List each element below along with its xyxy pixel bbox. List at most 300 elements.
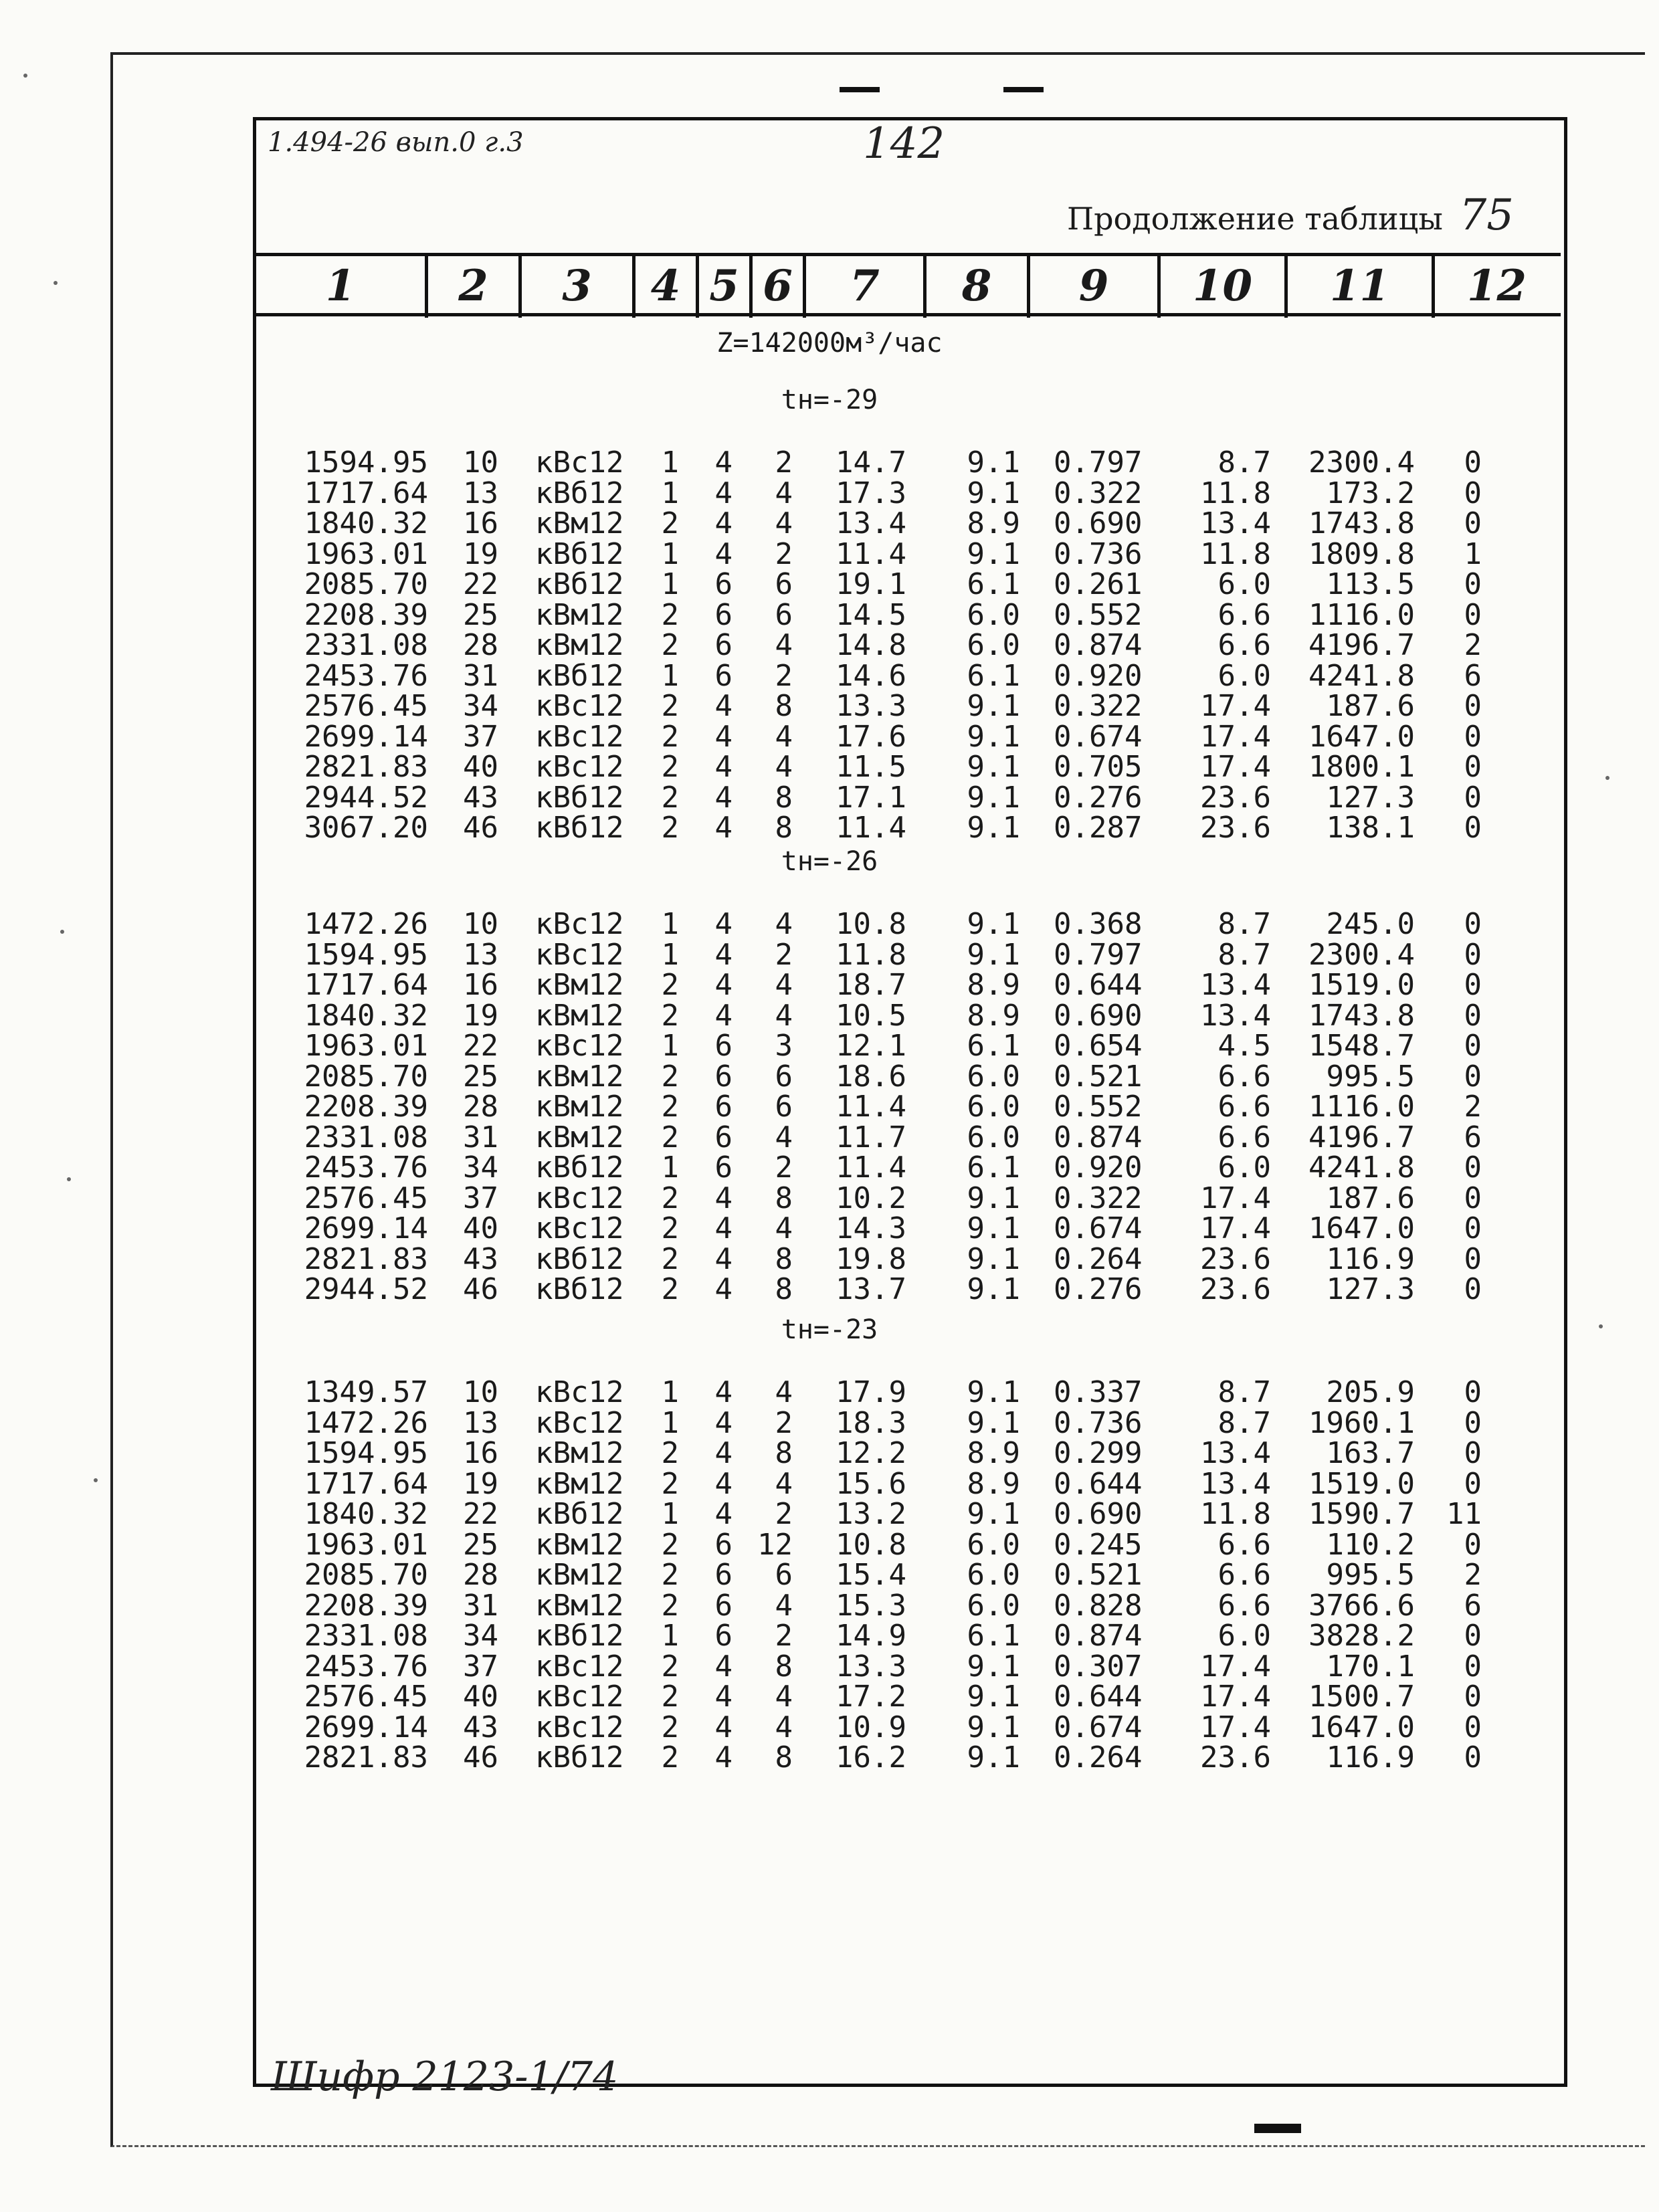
table-cell-col6: 12 [757, 1527, 793, 1562]
table-cell-col8: 9.1 [967, 689, 1020, 723]
table-cell-col4: 1 [661, 1619, 679, 1653]
table-cell-col9: 0.920 [1054, 1150, 1143, 1185]
table-cell-col4: 1 [661, 658, 679, 693]
table-cell-col12: 1 [1464, 536, 1482, 571]
table-cell-col8: 6.0 [967, 597, 1020, 632]
table-cell-col9: 0.920 [1054, 658, 1143, 693]
table-cell-col8: 6.0 [967, 1059, 1020, 1094]
table-cell-col5: 4 [714, 476, 733, 510]
table-row [0, 752, 1659, 782]
table-cell-col9: 0.874 [1054, 628, 1143, 662]
table-cell-col9: 0.828 [1054, 1588, 1143, 1623]
table-cell-col9: 0.337 [1054, 1375, 1143, 1409]
table-cell-col4: 1 [661, 1375, 679, 1409]
table-cell-col11: 1590.7 [1308, 1497, 1415, 1531]
table-cell-col5: 4 [714, 1740, 733, 1775]
table-cell-col9: 0.705 [1054, 750, 1143, 784]
table-row [0, 1150, 1659, 1185]
table-cell-col1: 2699.14 [304, 719, 428, 754]
table-cell-col11: 163.7 [1326, 1436, 1415, 1470]
table-cell-col2: 40 [463, 1211, 498, 1245]
table-cell-col2: 16 [463, 968, 498, 1002]
table-cell-col7: 19.8 [836, 1241, 906, 1276]
table-cell-col4: 2 [661, 689, 679, 723]
table-row [0, 628, 1659, 662]
table-row [0, 719, 1659, 754]
table-row [0, 567, 1659, 601]
scan-speck [23, 74, 27, 78]
table-cell-col2: 43 [463, 1241, 498, 1276]
table-cell-col4: 1 [661, 445, 679, 480]
table-cell-col11: 173.2 [1326, 476, 1415, 510]
table-cell-col8: 6.0 [967, 1090, 1020, 1124]
table-cell-col2: 22 [463, 567, 498, 601]
table-cell-col11: 1800.1 [1308, 750, 1415, 784]
table-cell-col8: 9.1 [967, 780, 1020, 815]
table-cell-col3: кВм12 [535, 1588, 624, 1623]
table-cell-col5: 4 [714, 689, 733, 723]
table-cell-col2: 13 [463, 937, 498, 972]
table-cell-col2: 37 [463, 719, 498, 754]
table-cell-col6: 8 [775, 1241, 793, 1276]
table-cell-col11: 187.6 [1326, 689, 1415, 723]
table-cell-col12: 6 [1464, 1588, 1482, 1623]
table-cell-col12: 0 [1464, 1375, 1482, 1409]
table-cell-col11: 1116.0 [1308, 1090, 1415, 1124]
table-cell-col12: 0 [1464, 968, 1482, 1002]
table-cell-col10: 17.4 [1200, 1649, 1271, 1684]
table-cell-col3: кВс12 [535, 937, 624, 972]
table-cell-col1: 1717.64 [304, 476, 428, 510]
table-cell-col8: 9.1 [967, 476, 1020, 510]
table-cell-col5: 4 [714, 937, 733, 972]
table-cell-col4: 2 [661, 1120, 679, 1154]
table-cell-col5: 4 [714, 536, 733, 571]
table-cell-col12: 2 [1464, 628, 1482, 662]
table-cell-col11: 116.9 [1326, 1241, 1415, 1276]
table-cell-col1: 1717.64 [304, 968, 428, 1002]
table-cell-col2: 16 [463, 506, 498, 540]
table-row [0, 1059, 1659, 1094]
table-cell-col1: 2085.70 [304, 1059, 428, 1094]
table-cell-col5: 4 [714, 1241, 733, 1276]
table-cell-col11: 4241.8 [1308, 1150, 1415, 1185]
table-cell-col9: 0.690 [1054, 998, 1143, 1033]
table-cell-col9: 0.552 [1054, 1090, 1143, 1124]
table-cell-col3: кВс12 [535, 1211, 624, 1245]
table-cell-col8: 6.1 [967, 658, 1020, 693]
table-cell-col7: 14.3 [836, 1211, 906, 1245]
table-cell-col2: 28 [463, 628, 498, 662]
table-cell-col12: 0 [1464, 811, 1482, 845]
table-cell-col2: 22 [463, 1497, 498, 1531]
table-cell-col10: 13.4 [1200, 506, 1271, 540]
table-cell-col7: 10.8 [836, 907, 906, 941]
column-number: 8 [961, 261, 992, 311]
table-cell-col8: 9.1 [967, 1375, 1020, 1409]
table-cell-col2: 13 [463, 1405, 498, 1440]
table-cell-col3: кВс12 [535, 1649, 624, 1684]
table-cell-col7: 10.5 [836, 998, 906, 1033]
table-cell-col7: 13.2 [836, 1497, 906, 1531]
table-cell-col10: 6.6 [1217, 628, 1271, 662]
table-cell-col9: 0.261 [1054, 567, 1143, 601]
table-cell-col1: 1472.26 [304, 1405, 428, 1440]
table-cell-col4: 1 [661, 1405, 679, 1440]
table-cell-col8: 6.1 [967, 1150, 1020, 1185]
top-dash-mark [840, 87, 880, 92]
table-cell-col12: 0 [1464, 1740, 1482, 1775]
table-row [0, 1466, 1659, 1501]
table-cell-col10: 4.5 [1217, 1029, 1271, 1063]
table-cell-col7: 17.9 [836, 1375, 906, 1409]
table-cell-col1: 3067.20 [304, 811, 428, 845]
table-cell-col11: 1647.0 [1308, 719, 1415, 754]
table-cell-col12: 0 [1464, 907, 1482, 941]
table-cell-col9: 0.287 [1054, 811, 1143, 845]
table-cell-col10: 6.6 [1217, 1588, 1271, 1623]
table-cell-col3: кВм12 [535, 597, 624, 632]
table-cell-col4: 2 [661, 1181, 679, 1215]
table-cell-col12: 11 [1446, 1497, 1482, 1531]
table-cell-col12: 0 [1464, 1436, 1482, 1470]
table-cell-col4: 1 [661, 476, 679, 510]
table-cell-col10: 6.6 [1217, 597, 1271, 632]
table-cell-col6: 4 [775, 1466, 793, 1501]
table-cell-col11: 138.1 [1326, 811, 1415, 845]
table-cell-col5: 6 [714, 1619, 733, 1653]
table-cell-col10: 6.0 [1217, 567, 1271, 601]
table-cell-col7: 11.5 [836, 750, 906, 784]
table-cell-col4: 1 [661, 1497, 679, 1531]
table-cell-col10: 11.8 [1200, 476, 1271, 510]
table-cell-col4: 2 [661, 1059, 679, 1094]
table-row [0, 1740, 1659, 1775]
table-cell-col6: 4 [775, 1120, 793, 1154]
table-row [0, 1120, 1659, 1154]
table-cell-col11: 245.0 [1326, 907, 1415, 941]
table-cell-col11: 127.3 [1326, 1272, 1415, 1306]
table-cell-col7: 14.9 [836, 1619, 906, 1653]
table-cell-col4: 2 [661, 1090, 679, 1124]
table-cell-col7: 18.7 [836, 968, 906, 1002]
table-cell-col11: 1960.1 [1308, 1405, 1415, 1440]
table-cell-col2: 31 [463, 1120, 498, 1154]
table-cell-col6: 4 [775, 476, 793, 510]
table-cell-col6: 4 [775, 1680, 793, 1714]
table-cell-col1: 1472.26 [304, 907, 428, 941]
table-cell-col3: кВб12 [535, 1497, 624, 1531]
table-cell-col10: 6.0 [1217, 1150, 1271, 1185]
table-cell-col7: 17.1 [836, 780, 906, 815]
table-cell-col5: 4 [714, 1211, 733, 1245]
table-cell-col6: 4 [775, 1588, 793, 1623]
column-number: 5 [709, 261, 739, 311]
table-cell-col5: 4 [714, 1710, 733, 1744]
table-cell-col4: 2 [661, 1588, 679, 1623]
table-cell-col4: 1 [661, 536, 679, 571]
table-cell-col9: 0.322 [1054, 476, 1143, 510]
table-cell-col1: 1840.32 [304, 998, 428, 1033]
table-cell-col10: 8.7 [1217, 445, 1271, 480]
table-cell-col3: кВб12 [535, 476, 624, 510]
table-row [0, 1649, 1659, 1684]
table-cell-col6: 4 [775, 506, 793, 540]
table-cell-col11: 113.5 [1326, 567, 1415, 601]
section-title: tн=-23 [781, 1314, 878, 1345]
table-cell-col5: 6 [714, 1588, 733, 1623]
table-cell-col6: 4 [775, 1710, 793, 1744]
column-number: 3 [562, 261, 592, 311]
table-cell-col5: 4 [714, 998, 733, 1033]
table-cell-col8: 6.1 [967, 567, 1020, 601]
table-cell-col8: 6.1 [967, 1029, 1020, 1063]
table-cell-col1: 1963.01 [304, 1527, 428, 1562]
table-cell-col1: 2699.14 [304, 1710, 428, 1744]
table-cell-col12: 0 [1464, 1649, 1482, 1684]
table-cell-col11: 1500.7 [1308, 1680, 1415, 1714]
table-cell-col6: 8 [775, 689, 793, 723]
table-row [0, 1621, 1659, 1651]
table-cell-col12: 0 [1464, 750, 1482, 784]
table-cell-col8: 9.1 [967, 1680, 1020, 1714]
table-cell-col10: 23.6 [1200, 811, 1271, 845]
table-cell-col9: 0.521 [1054, 1558, 1143, 1592]
table-row [0, 1375, 1659, 1409]
table-cell-col5: 4 [714, 968, 733, 1002]
table-cell-col12: 0 [1464, 1211, 1482, 1245]
table-cell-col1: 2821.83 [304, 750, 428, 784]
table-cell-col4: 2 [661, 1649, 679, 1684]
table-cell-col9: 0.264 [1054, 1241, 1143, 1276]
table-cell-col8: 8.9 [967, 506, 1020, 540]
column-number: 10 [1192, 261, 1253, 311]
table-cell-col3: кВб12 [535, 1619, 624, 1653]
table-cell-col9: 0.654 [1054, 1029, 1143, 1063]
table-cell-col10: 8.7 [1217, 1405, 1271, 1440]
top-dash-mark [1003, 87, 1044, 92]
table-cell-col1: 2453.76 [304, 1150, 428, 1185]
table-cell-col5: 4 [714, 1497, 733, 1531]
table-cell-col2: 37 [463, 1181, 498, 1215]
table-cell-col7: 17.6 [836, 719, 906, 754]
table-cell-col9: 0.874 [1054, 1120, 1143, 1154]
table-cell-col12: 0 [1464, 1059, 1482, 1094]
table-cell-col6: 6 [775, 1090, 793, 1124]
table-cell-col12: 0 [1464, 937, 1482, 972]
table-cell-col12: 0 [1464, 1029, 1482, 1063]
table-cell-col4: 2 [661, 1680, 679, 1714]
table-cell-col6: 8 [775, 1272, 793, 1306]
table-cell-col5: 4 [714, 1375, 733, 1409]
table-cell-col10: 17.4 [1200, 1680, 1271, 1714]
section-title: tн=-29 [781, 385, 878, 415]
table-cell-col3: кВм12 [535, 1558, 624, 1592]
table-cell-col3: кВб12 [535, 1272, 624, 1306]
table-cell-col4: 1 [661, 907, 679, 941]
table-cell-col5: 6 [714, 1120, 733, 1154]
table-cell-col4: 2 [661, 1436, 679, 1470]
table-cell-col2: 16 [463, 1436, 498, 1470]
table-cell-col3: кВс12 [535, 1710, 624, 1744]
table-cell-col4: 1 [661, 567, 679, 601]
table-cell-col1: 1963.01 [304, 1029, 428, 1063]
table-cell-col7: 19.1 [836, 567, 906, 601]
table-cell-col2: 43 [463, 780, 498, 815]
table-cell-col10: 8.7 [1217, 1375, 1271, 1409]
table-cell-col5: 6 [714, 628, 733, 662]
table-cell-col2: 46 [463, 811, 498, 845]
table-cell-col6: 2 [775, 937, 793, 972]
table-row [0, 1527, 1659, 1562]
page-number: 142 [863, 119, 945, 169]
table-cell-col12: 6 [1464, 658, 1482, 693]
table-cell-col7: 18.6 [836, 1059, 906, 1094]
table-cell-col3: кВс12 [535, 1375, 624, 1409]
table-cell-col3: кВм12 [535, 1466, 624, 1501]
table-cell-col8: 8.9 [967, 1466, 1020, 1501]
table-cell-col4: 2 [661, 719, 679, 754]
table-cell-col10: 17.4 [1200, 689, 1271, 723]
column-number: 4 [650, 261, 681, 311]
table-cell-col8: 9.1 [967, 1181, 1020, 1215]
table-cell-col9: 0.736 [1054, 1405, 1143, 1440]
section-title: tн=-26 [781, 846, 878, 877]
table-cell-col5: 4 [714, 1181, 733, 1215]
table-row [0, 1588, 1659, 1623]
table-cell-col8: 9.1 [967, 811, 1020, 845]
table-cell-col8: 9.1 [967, 937, 1020, 972]
table-cell-col5: 4 [714, 750, 733, 784]
table-cell-col4: 1 [661, 1150, 679, 1185]
table-cell-col10: 6.6 [1217, 1059, 1271, 1094]
table-cell-col11: 1548.7 [1308, 1029, 1415, 1063]
table-cell-col6: 4 [775, 907, 793, 941]
table-cell-col6: 6 [775, 1059, 793, 1094]
table-cell-col9: 0.368 [1054, 907, 1143, 941]
table-cell-col9: 0.552 [1054, 597, 1143, 632]
table-cell-col11: 1519.0 [1308, 968, 1415, 1002]
table-cell-col12: 0 [1464, 476, 1482, 510]
table-cell-col8: 8.9 [967, 1436, 1020, 1470]
table-cell-col2: 40 [463, 750, 498, 784]
table-cell-col3: кВм12 [535, 1527, 624, 1562]
table-row [0, 1682, 1659, 1712]
table-cell-col8: 8.9 [967, 998, 1020, 1033]
document-code: 1.494-26 вып.0 г.3 [268, 127, 524, 158]
table-cell-col3: кВс12 [535, 719, 624, 754]
table-cell-col12: 0 [1464, 1241, 1482, 1276]
column-number: 1 [325, 261, 356, 311]
table-cell-col10: 17.4 [1200, 1211, 1271, 1245]
table-cell-col1: 2331.08 [304, 1120, 428, 1154]
table-cell-col6: 2 [775, 536, 793, 571]
table-cell-col7: 11.4 [836, 1090, 906, 1124]
table-row [0, 476, 1659, 510]
table-number: 75 [1459, 191, 1514, 240]
table-cell-col4: 2 [661, 628, 679, 662]
table-cell-col6: 4 [775, 750, 793, 784]
table-cell-col11: 2300.4 [1308, 937, 1415, 972]
table-cell-col3: кВб12 [535, 536, 624, 571]
table-cell-col7: 13.3 [836, 689, 906, 723]
table-cell-col4: 2 [661, 1466, 679, 1501]
table-cell-col9: 0.521 [1054, 1059, 1143, 1094]
table-cell-col3: кВс12 [535, 1680, 624, 1714]
table-row [0, 1405, 1659, 1440]
table-row [0, 1181, 1659, 1215]
table-cell-col1: 2208.39 [304, 1090, 428, 1124]
table-row [0, 1436, 1659, 1470]
column-number: 2 [458, 261, 488, 311]
table-cell-col7: 15.6 [836, 1466, 906, 1501]
table-cell-col6: 3 [775, 1029, 793, 1063]
table-cell-col8: 6.0 [967, 1558, 1020, 1592]
table-cell-col2: 19 [463, 536, 498, 571]
table-cell-col1: 1840.32 [304, 506, 428, 540]
table-cell-col11: 1116.0 [1308, 597, 1415, 632]
table-cell-col4: 2 [661, 750, 679, 784]
table-row [0, 1092, 1659, 1122]
table-cell-col8: 9.1 [967, 1710, 1020, 1744]
table-cell-col5: 4 [714, 780, 733, 815]
table-cell-col12: 0 [1464, 567, 1482, 601]
table-cell-col8: 9.1 [967, 1241, 1020, 1276]
table-cell-col3: кВб12 [535, 811, 624, 845]
table-cell-col6: 4 [775, 1211, 793, 1245]
header-top-rule [256, 253, 1561, 256]
table-cell-col4: 2 [661, 1527, 679, 1562]
table-cell-col2: 10 [463, 1375, 498, 1409]
table-cell-col5: 6 [714, 1059, 733, 1094]
table-cell-col6: 2 [775, 658, 793, 693]
table-cell-col2: 25 [463, 597, 498, 632]
table-cell-col1: 2576.45 [304, 689, 428, 723]
table-cell-col9: 0.797 [1054, 937, 1143, 972]
table-cell-col5: 4 [714, 506, 733, 540]
table-cell-col1: 2331.08 [304, 628, 428, 662]
table-cell-col7: 13.3 [836, 1649, 906, 1684]
column-number: 7 [850, 261, 880, 311]
table-cell-col4: 2 [661, 968, 679, 1002]
table-cell-col10: 6.0 [1217, 1619, 1271, 1653]
table-cell-col1: 1594.95 [304, 445, 428, 480]
table-cell-col3: кВс12 [535, 750, 624, 784]
table-cell-col2: 25 [463, 1059, 498, 1094]
table-cell-col10: 13.4 [1200, 1466, 1271, 1501]
table-cell-col7: 11.4 [836, 811, 906, 845]
table-cell-col7: 11.4 [836, 1150, 906, 1185]
table-cell-col9: 0.674 [1054, 1211, 1143, 1245]
table-cell-col10: 11.8 [1200, 1497, 1271, 1531]
table-cell-col2: 22 [463, 1029, 498, 1063]
table-cell-col2: 28 [463, 1558, 498, 1592]
table-cell-col2: 19 [463, 998, 498, 1033]
table-cell-col11: 116.9 [1326, 1740, 1415, 1775]
table-cell-col10: 6.6 [1217, 1527, 1271, 1562]
table-cell-col1: 2208.39 [304, 1588, 428, 1623]
table-row [0, 1031, 1659, 1061]
table-cell-col9: 0.276 [1054, 1272, 1143, 1306]
table-cell-col6: 4 [775, 628, 793, 662]
table-cell-col12: 0 [1464, 1466, 1482, 1501]
table-cell-col12: 0 [1464, 780, 1482, 815]
table-cell-col1: 2331.08 [304, 1619, 428, 1653]
table-row [0, 1272, 1659, 1306]
table-cell-col1: 2821.83 [304, 1241, 428, 1276]
table-cell-col5: 6 [714, 1527, 733, 1562]
table-cell-col7: 14.5 [836, 597, 906, 632]
